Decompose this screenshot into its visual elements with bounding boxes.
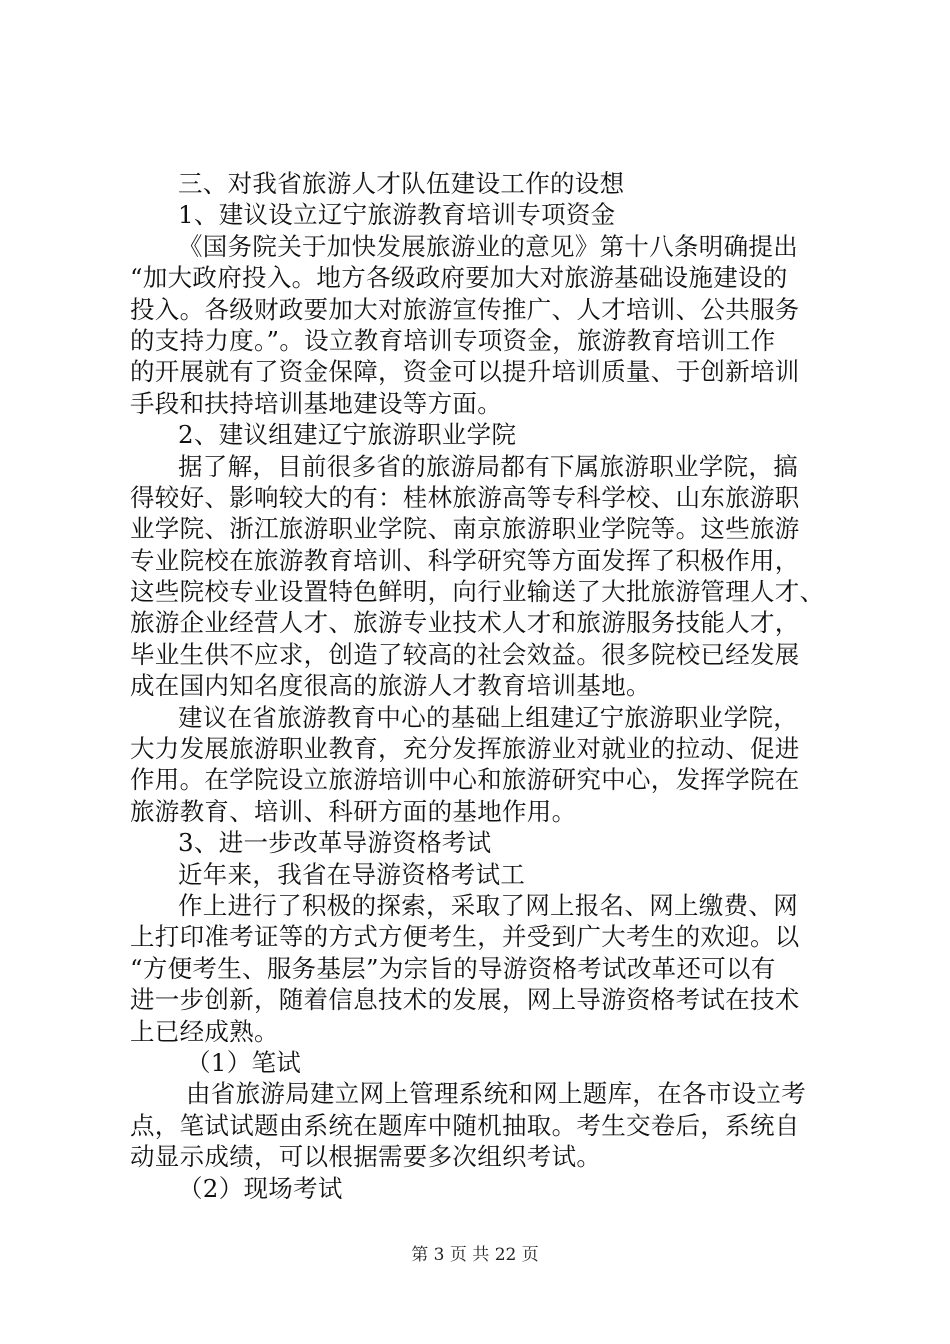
text-line: 建议在省旅游教育中心的基础上组建辽宁旅游职业学院，	[178, 702, 798, 732]
text-line: 动显示成绩，可以根据需要多次组织考试。	[130, 1142, 602, 1172]
text-line: 3、进一步改革导游资格考试	[178, 828, 492, 858]
text-line: 作上进行了积极的探索，采取了网上报名、网上缴费、网	[178, 890, 798, 920]
text-line: 旅游教育、培训、科研方面的基地作用。	[130, 796, 577, 826]
text-line: 旅游企业经营人才、旅游专业技术人才和旅游服务技能人才，	[130, 608, 800, 638]
text-line: （2）现场考试	[178, 1173, 343, 1203]
document-body	[130, 168, 840, 1204]
text-line: 由省旅游局建立网上管理系统和网上题库，在各市设立考	[186, 1079, 806, 1109]
text-line: 进一步创新，随着信息技术的发展，网上导游资格考试在技术	[130, 985, 800, 1015]
text-line: “加大政府投入。地方各级政府要加大对旅游基础设施建设的	[130, 263, 788, 293]
text-line: 得较好、影响较大的有：桂林旅游高等专科学校、山东旅游职	[130, 482, 800, 512]
text-line: 这些院校专业设置特色鲜明，向行业输送了大批旅游管理人才、	[130, 577, 825, 607]
text-line: 据了解，目前很多省的旅游局都有下属旅游职业学院，搞	[178, 451, 798, 481]
text-line: 专业院校在旅游教育培训、科学研究等方面发挥了积极作用，	[130, 545, 800, 575]
text-line: 点，笔试试题由系统在题库中随机抽取。考生交卷后，系统自	[130, 1110, 800, 1140]
text-line: 毕业生供不应求，创造了较高的社会效益。很多院校已经发展	[130, 639, 800, 669]
text-line: 上已经成熟。	[130, 1016, 279, 1046]
text-line: 作用。在学院设立旅游培训中心和旅游研究中心，发挥学院在	[130, 765, 800, 795]
text-line: 三、对我省旅游人才队伍建设工作的设想	[178, 169, 625, 198]
text-line: 手段和扶持培训基地建设等方面。	[130, 388, 502, 418]
text-line: 大力发展旅游职业教育，充分发挥旅游业对就业的拉动、促进	[130, 734, 800, 764]
page-footer: 第 3 页 共 22 页	[411, 1245, 539, 1265]
text-line: 上打印准考证等的方式方便考生，并受到广大考生的欢迎。以	[130, 922, 800, 952]
text-line: （1）笔试	[186, 1047, 302, 1077]
text-line: 《国务院关于加快发展旅游业的意见》第十八条明确提出	[178, 231, 798, 261]
text-line: 成在国内知名度很高的旅游人才教育培训基地。	[130, 671, 651, 701]
text-line: 的支持力度。”。设立教育培训专项资金，旅游教育培训工作	[130, 325, 776, 355]
text-line: 1、建议设立辽宁旅游教育培训专项资金	[178, 200, 616, 230]
text-line: 2、建议组建辽宁旅游职业学院	[178, 420, 517, 450]
text-line: 近年来，我省在导游资格考试工	[178, 859, 526, 889]
text-line: 业学院、浙江旅游职业学院、南京旅游职业学院等。这些旅游	[130, 514, 800, 544]
text-line: “方便考生、服务基层”为宗旨的导游资格考试改革还可以有	[130, 953, 776, 983]
text-line: 的开展就有了资金保障，资金可以提升培训质量、于创新培训	[130, 357, 800, 387]
text-line: 投入。各级财政要加大对旅游宣传推广、人才培训、公共服务	[130, 294, 800, 324]
